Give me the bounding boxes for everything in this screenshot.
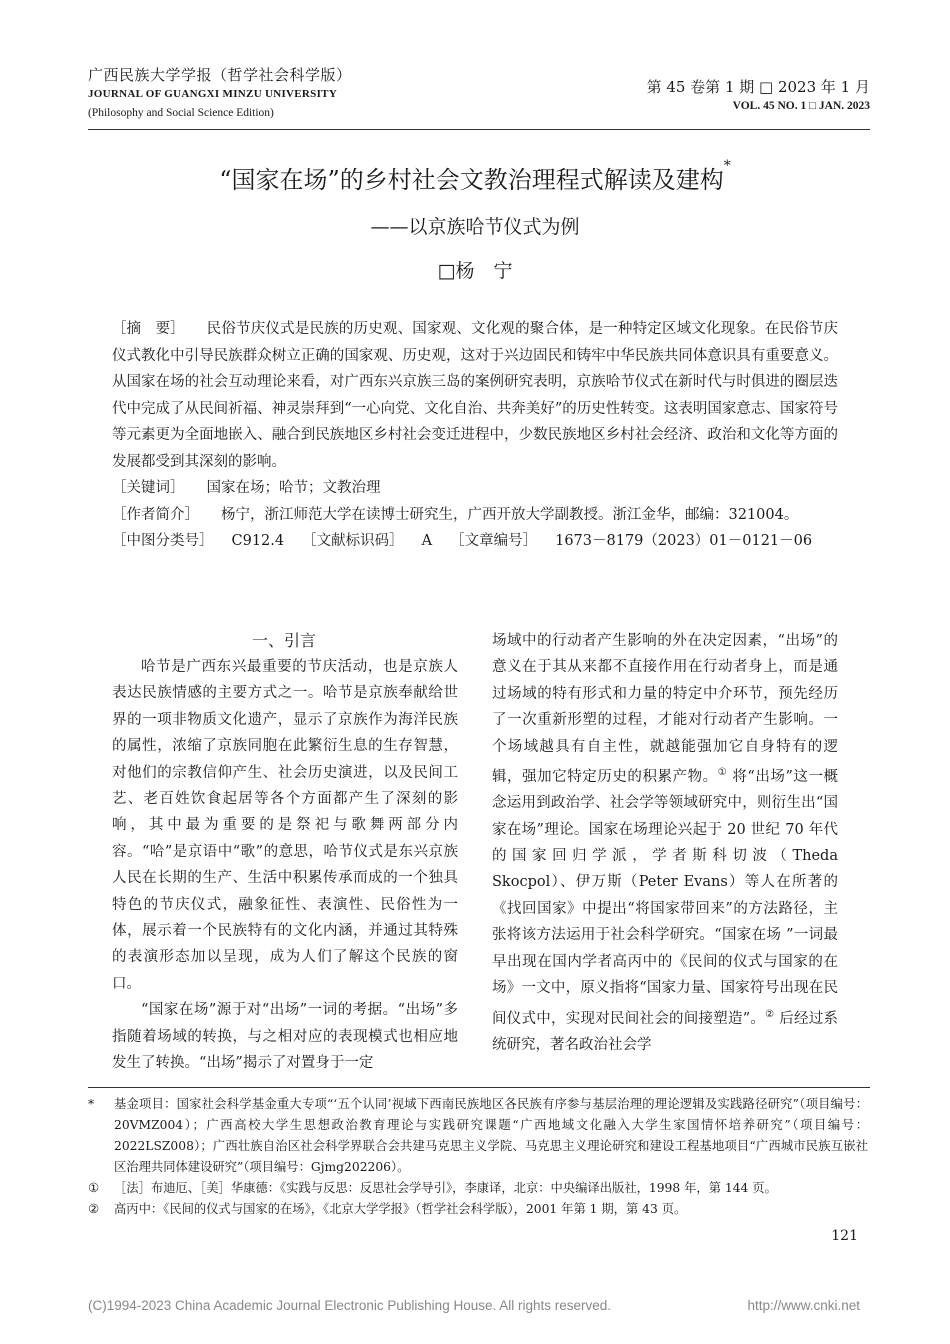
body-text: 将“出场”这一概念运用到政治学、社会学等领域研究中，则衍生出“国家在场”理论。国家在场理论兴起于 20 世纪 70 年代的国家回归学派，学者斯科切波（Theda Skocpol）、伊万斯（Peter Evans）等人在所著的《找回国家》中提出“将国家带回来”的方法路径，主张将该方法运用于社会科学研究。“国家在场 ”一词最早出现在国内学者高丙中的《民间的仪式与国家的在场》一文中，原义指将“国家力量、国家符号出现在民间仪式中，实现对民间社会的间接塑造”。	[492, 768, 839, 1027]
journal-edition-en: (Philosophy and Social Science Edition)	[88, 107, 274, 119]
issue-info-en: VOL. 45 NO. 1 □ JAN. 2023	[732, 100, 870, 112]
keywords-line	[112, 475, 838, 502]
article-author: □杨 宁	[437, 260, 513, 282]
footnote-ref: ②	[765, 1008, 775, 1020]
footnote-ref: ①	[717, 767, 728, 779]
author-info-label: ［作者简介］	[112, 506, 199, 523]
section-heading: 一、引言	[251, 631, 316, 650]
abstract-block	[112, 316, 838, 555]
body-column-left	[112, 654, 458, 1077]
body-paragraph: 哈节是广西东兴最重要的节庆活动，也是京族人表达民族情感的主要方式之一。哈节是京族奉献给世界的一项非物质文化遗产，显示了京族作为海洋民族的属性，浓缩了京族同胞在此繁衍生息的生存智慧，对他们的宗教信仰产生、社会历史演进，以及民间工艺、老百姓饮食起居等各个方面都产生了深刻的影响，其中最为重要的是祭祀与歌舞两部分内容。“哈”是京语中“歌”的意思，哈节仪式是东兴京族人民在长期的生产、生活中积累传承而成的一个独具特色的节庆仪式，融象征性、表演性、民俗性为一体，展示着一个民族特有的文化内涵，并通过其特殊的表演形态加以呈现，成为人们了解这个民族的窗口。	[112, 659, 458, 992]
title-footnote-mark: *	[723, 158, 731, 174]
abstract-paragraph	[112, 316, 838, 475]
footnote	[88, 1199, 868, 1220]
article-title-text: “国家在场”的乡村社会文教治理程式解读及建构	[219, 166, 724, 194]
footnote	[88, 1178, 868, 1199]
journal-title-en: JOURNAL OF GUANGXI MINZU UNIVERSITY	[88, 88, 338, 100]
article-no-value: 1673－8179（2023）01－0121－06	[555, 533, 813, 549]
body-paragraph	[492, 628, 838, 1058]
author-info-line	[112, 502, 838, 529]
body-text: 场域中的行动者产生影响的外在决定因素，“出场”的意义在于其从来都不直接作用在行动者身上，而是通过场域的特有形式和力量的特定中介环节，预先经历了一次重新形塑的过程，才能对行动者产生影响。一个场域越具有自主性，就越能强加它自身特有的逻辑，强加它特定历史的积累产物。	[492, 633, 838, 785]
body-text: 后经过系统研究，著名政治社会学	[492, 1010, 838, 1053]
doc-code-value: A	[421, 533, 433, 549]
abstract-label: ［摘 要］	[112, 321, 185, 337]
body-column-right	[492, 628, 838, 1058]
footnote-text: 基金项目：国家社会科学基金重大专项“‘五个认同’视域下西南民族地区各民族有序参与基层治理的理论逻辑及实践路径研究”（项目编号：20VMZ004）；广西高校大学生思想政治教育理论与实践研究课题“广西地域文化融入大学生家国情怀培养研究”（项目编号：2022LSZ008）；广西壮族自治区社会科学界联合会共建马克思主义学院、马克思主义理论研究和建设工程基地项目“广西城市民族互嵌社区治理共同体建设研究”（项目编号：Gjmg202206）。	[114, 1097, 868, 1174]
issue-info-cn: 第 45 卷第 1 期 □ 2023 年 1 月	[646, 78, 870, 96]
keywords-text: 国家在场；哈节；文教治理	[206, 480, 381, 496]
doc-code-label: ［文献标识码］	[302, 533, 404, 549]
journal-title-cn: 广西民族大学学报（哲学社会科学版）	[88, 66, 352, 84]
abstract-text: 民俗节庆仪式是民族的历史观、国家观、文化观的聚合体，是一种特定区域文化现象。在民俗节庆仪式教化中引导民族群众树立正确的国家观、历史观，这对于兴边固民和铸牢中华民族共同体意识具有重要意义。从国家在场的社会互动理论来看，对广西东兴京族三岛的案例研究表明，京族哈节仪式在新时代与时俱进的圈层迭代中完成了从民间祈福、神灵崇拜到“一心向党、文化自治、共奔美好”的历史性转变。这表明国家意志、国家符号等元素更为全面地嵌入、融合到民族地区乡村社会变迁进程中，少数民族地区乡村社会经济、政治和文化等方面的发展都受到其深刻的影响。	[112, 321, 838, 470]
footnote-mark: *	[88, 1097, 95, 1111]
footnotes	[88, 1094, 868, 1220]
keywords-label: ［关键词］	[112, 480, 185, 496]
page-number: 121	[831, 1228, 858, 1244]
footnote-mark: ②	[88, 1202, 100, 1216]
footnote-text: ［法］布迪厄、［美］华康德：《实践与反思：反思社会学导引》，李康译，北京：中央编译出版社，1998 年，第 144 页。	[114, 1181, 777, 1195]
header-rule	[88, 129, 870, 130]
article-subtitle: ——以京族哈节仪式为例	[370, 216, 580, 238]
cnki-url-watermark[interactable]: http://www.cnki.net	[747, 1298, 860, 1313]
article-title	[0, 160, 950, 195]
clc-value: C912.4	[231, 533, 285, 549]
footnote-rule	[88, 1087, 870, 1088]
author-info-text: 杨宁，浙江师范大学在读博士研究生，广西开放大学副教授。浙江金华，邮编：321004。	[221, 506, 799, 523]
clc-label: ［中图分类号］	[112, 533, 214, 549]
classification-line	[112, 528, 838, 555]
article-no-label: ［文章编号］	[450, 533, 538, 549]
copyright-watermark: (C)1994-2023 China Academic Journal Electronic Publishing House. All rights reserved.	[88, 1298, 612, 1313]
footnote-text: 高丙中：《民间的仪式与国家的在场》，《北京大学学报》（哲学社会科学版），2001 年第 1 期，第 43 页。	[114, 1202, 687, 1216]
footnote-mark: ①	[88, 1181, 100, 1195]
footnote	[88, 1094, 868, 1178]
body-paragraph: “国家在场”源于对“出场”一词的考据。“出场”多指随着场域的转换，与之相对应的表现模式也相应地发生了转换。“出场”揭示了对置身于一定	[112, 1002, 458, 1072]
